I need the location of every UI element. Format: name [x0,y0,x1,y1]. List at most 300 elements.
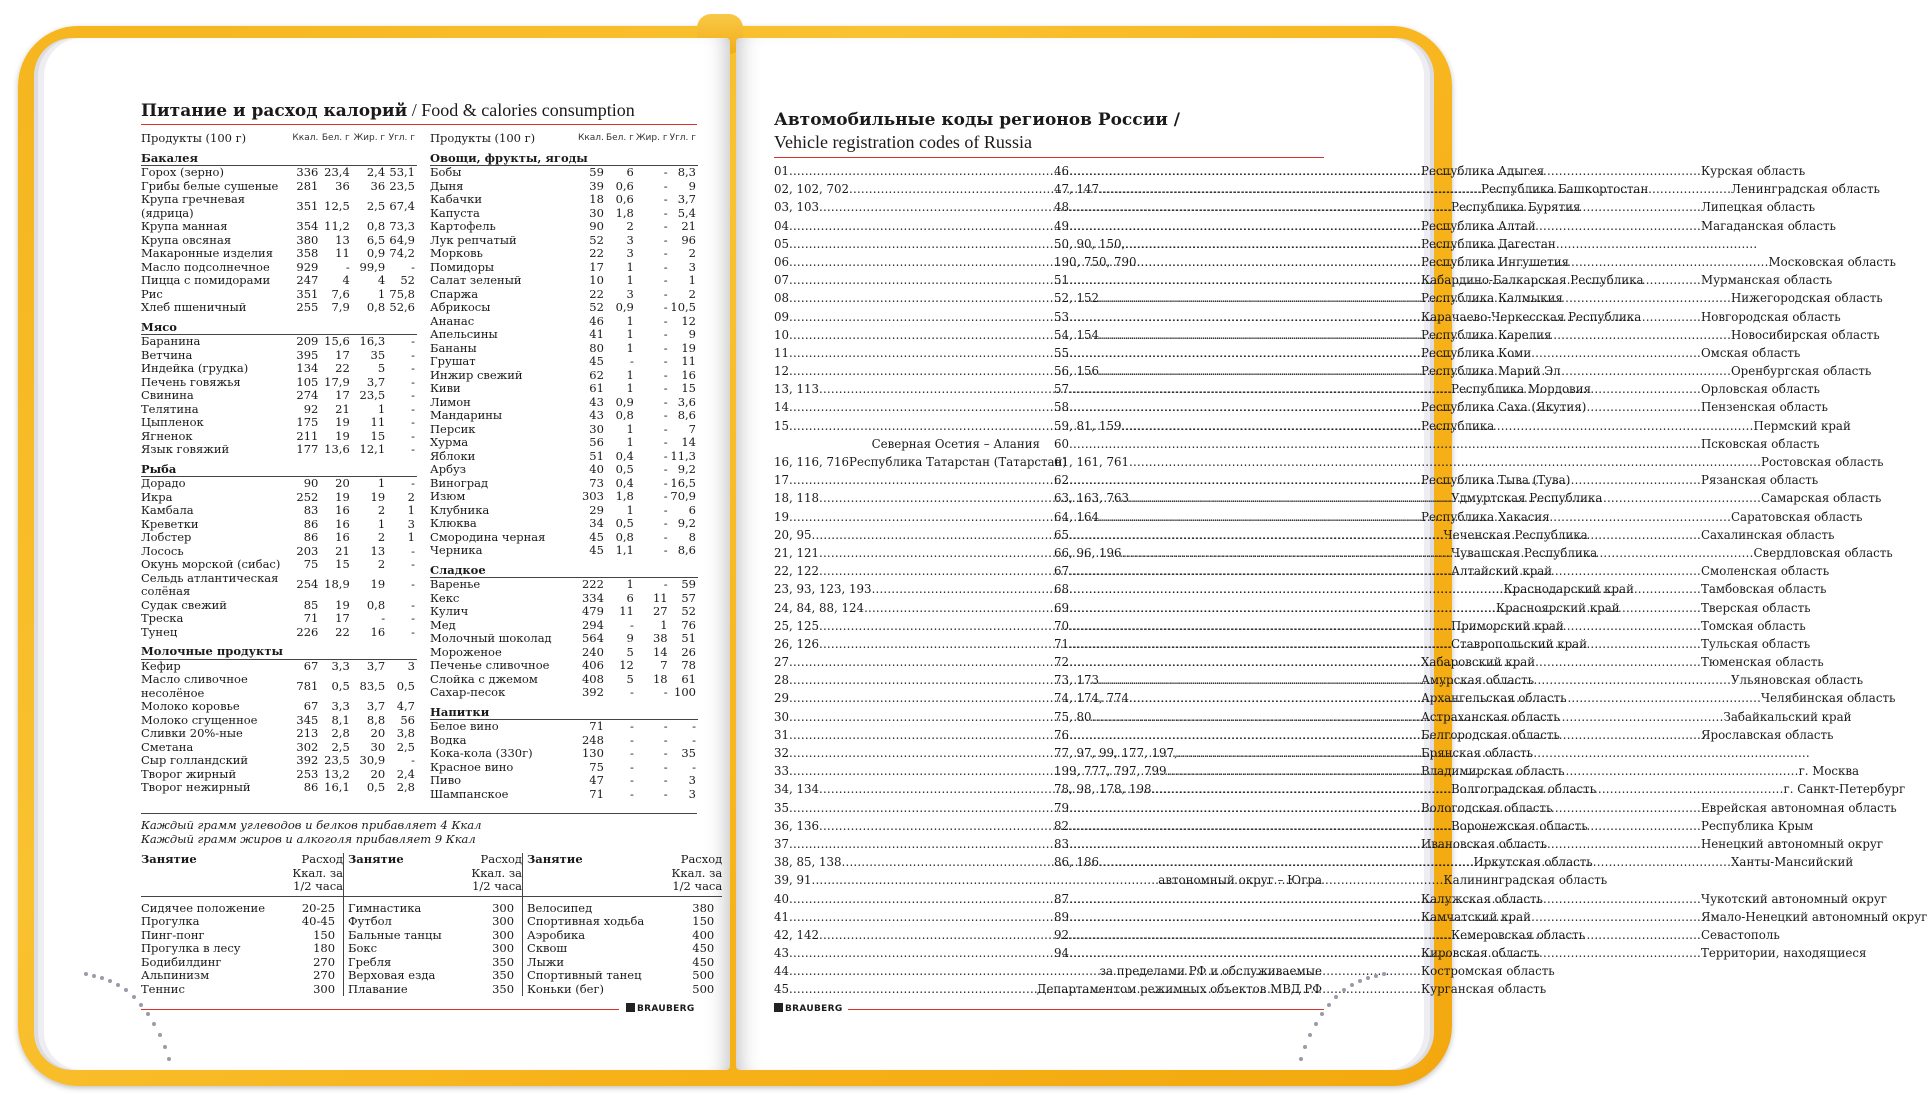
food-value: 36 [370,178,386,193]
region-name: Республика Коми [1421,345,1532,360]
category-title: Рыба [141,457,417,477]
food-value: - [663,462,668,476]
food-category [430,152,698,166]
activity-kcal: 150 [692,914,715,928]
food-value: - [663,354,668,368]
food-value: 3,7 [366,699,386,713]
dot-leader [1069,635,1701,653]
food-value: - [411,597,415,612]
dot-leader [1069,471,1701,489]
food-value: 209 [296,334,319,348]
region-name: Сахалинская область [1701,527,1835,542]
food-value: 16,1 [324,780,350,794]
unit-line: Расход [680,852,723,866]
food-row [141,443,417,457]
food-value: 16 [335,530,350,544]
region-code: 70 [1054,618,1070,633]
food-name: Салат зеленый [430,273,522,287]
food-name: Сыр голландский [141,753,249,767]
food-value: 86 [303,530,319,544]
food-value: 26 [681,644,696,659]
food-name: Творог нежирный [141,780,251,794]
food-value: 17 [335,347,350,362]
region-name: Республика Тыва (Тува) [1421,473,1571,488]
column-header: Угл. г [669,133,696,143]
region-code: 05 [774,236,790,251]
region-name: Забайкальский край [1723,709,1852,724]
region-code: 73, 173 [1054,673,1100,688]
food-row [141,234,417,248]
food-value: 3 [626,286,634,301]
food-value: - [629,685,634,699]
food-value: 6,5 [366,232,386,247]
food-value: 21 [335,543,350,558]
region-name: Республика Ингушетия [1421,254,1569,269]
food-value: 70,9 [670,489,696,503]
region-code: 61, 161, 761 [1054,455,1130,469]
brand-logo: BRAUBERG [626,1003,695,1014]
food-value: 1 [626,435,634,449]
region-name: за пределами РФ и обслуживаемые [1099,964,1322,979]
food-value: 16,5 [670,475,696,490]
food-table [141,132,417,795]
food-value: 2,5 [396,739,415,754]
food-value: 92 [303,401,319,416]
region-code: 33 [774,764,790,779]
food-value: 12 [619,658,634,672]
food-value: 20 [370,766,386,781]
region-code: 01 [774,164,790,178]
food-name: Сельдь атлантическая солёная [141,570,279,598]
food-value: - [663,786,668,801]
food-value: 43 [589,408,604,422]
food-name: Пицца с помидорами [141,273,271,287]
food-value: 1 [377,476,386,490]
food-value: - [663,381,668,395]
unit-line: Ккал. за [292,865,344,880]
dot-leader [1129,689,1761,707]
food-value: - [411,442,415,456]
right-page [736,38,1927,1070]
region-code: 23, 93, 123, 193 [774,582,872,597]
food-name: Дорадо [141,476,186,490]
region-name: Тверская область [1701,600,1811,615]
activity-unit-header [644,853,722,896]
food-value: 9 [688,327,696,341]
region-name: Тульская область [1701,636,1811,651]
food-value: 16 [335,503,350,517]
region-name: Северная Осетия – Алания [871,436,1040,451]
dot-leader [1122,544,1754,562]
region-name: Пермский край [1753,418,1851,433]
note-line: Каждый грамм углеводов и белков прибавляет 4 Ккал [141,818,482,832]
column-header: Продукты (100 г) [141,131,247,145]
food-value: 351 [296,286,319,301]
food-name: Сметана [141,739,194,754]
activity-row [141,942,722,956]
food-value: 2,5 [366,198,386,213]
food-value: 0,5 [615,516,634,530]
food-value: - [411,611,415,625]
food-value: - [663,367,668,382]
food-value: 213 [296,726,319,740]
food-value: - [629,759,634,774]
food-value: 1 [626,577,634,591]
food-row [430,490,698,504]
activity-name: Прогулка в лесу [141,941,241,955]
food-row [430,605,698,619]
region-name: Амурская область [1421,673,1535,688]
region-name: Свердловская область [1753,545,1893,560]
activity-name: Плавание [344,983,449,997]
region-code: 14 [774,400,790,415]
food-value: 23,5 [389,178,415,193]
food-row [430,355,698,369]
food-row [141,673,417,700]
region-name: Московская область [1768,254,1896,269]
food-row [141,220,417,234]
food-value: 302 [296,739,319,754]
activity-name: Аэробика [523,929,645,943]
dot-leader [1178,744,1810,762]
food-value: 252 [296,489,319,504]
region-code: 10 [774,327,790,342]
region-name: Республика Башкортостан [1481,182,1649,197]
food-value: 3,8 [396,726,415,740]
food-value: - [663,408,668,422]
category-title: Молочные продукты [141,639,417,659]
region-code: 44 [774,964,790,979]
activity-table [141,853,722,996]
food-value: 408 [581,671,604,686]
food-value: 12,1 [359,442,386,456]
region-name: Кировская область [1421,946,1540,961]
food-value: 781 [296,678,319,693]
region-code: 35 [774,800,790,815]
food-value: - [663,529,668,544]
food-value: 15 [681,381,696,395]
food-value: 20 [370,726,386,740]
food-value: 564 [581,631,604,645]
food-value: 5 [626,671,634,686]
region-name: Красноярский край [1496,600,1620,615]
food-value: 17 [589,259,604,274]
food-value: - [663,246,668,260]
region-code: 02, 102, 702 [774,182,850,197]
food-value: 0,6 [615,192,634,206]
region-code-row [774,453,1068,471]
activity-name: Спортивный танец [523,969,645,983]
food-row [141,781,417,795]
food-value: 1 [626,313,634,328]
food-value: 75 [589,759,604,774]
food-row [141,754,417,768]
food-name: Телятина [141,401,199,416]
dot-leader [1069,562,1701,580]
food-value: 38 [652,631,668,645]
food-value: - [663,232,668,247]
region-name: Владимирская область [1421,764,1565,779]
food-row [430,220,698,234]
food-value: 74,2 [389,246,415,260]
region-name: Республика Алтай [1421,218,1536,233]
activity-name: Прогулка [141,914,200,928]
unit-line: 1/2 часа [672,879,723,893]
region-code: 79 [1054,800,1070,815]
dot-leader [1069,398,1701,416]
food-value: 85 [303,597,319,612]
region-code: 54, 154 [1054,327,1100,342]
food-value: 21 [681,219,696,233]
food-value: - [411,543,415,558]
region-code: 68 [1054,582,1070,597]
food-value: 45 [589,543,604,557]
food-row [430,720,698,734]
activity-kcal: 40-45 [301,914,336,928]
food-row [141,180,417,194]
food-value: 67 [303,699,319,713]
dot-leader [1167,762,1799,780]
activity-col-header: Занятие [523,853,645,896]
food-value: 15 [370,428,386,443]
food-value: - [629,617,634,632]
food-value: 27 [652,604,668,618]
region-code: 18, 118 [774,491,820,506]
food-value: - [629,746,634,760]
food-row [430,274,698,288]
food-value: 75 [303,557,319,571]
food-value: - [411,401,415,416]
food-value: 67 [303,658,319,673]
food-value: 130 [581,746,604,760]
food-value: 2 [407,489,415,504]
food-value: 45 [589,354,604,368]
activity-unit-header [448,853,523,896]
activity-header-row [141,853,722,896]
region-code: 40 [774,891,790,906]
region-code: 74, 174, 774 [1054,691,1130,706]
food-value: - [663,577,668,591]
region-name: Республика Саха (Якутия) [1421,400,1587,415]
dot-leader [1137,253,1769,271]
food-name: Рис [141,286,163,301]
note-line: Каждый грамм жиров и алкоголя прибавляет 9 Ккал [141,832,476,846]
food-value: - [663,746,668,760]
column-header: Жир. г [353,133,386,143]
calorie-notes [141,818,481,846]
food-name: Кока-кола (330г) [430,746,533,760]
food-value: 3,7 [677,192,696,206]
activity-name: Пинг-понг [141,927,205,942]
region-code: 28 [774,673,790,688]
food-value: 11,3 [670,448,696,463]
food-row [430,463,698,477]
activity-kcal: 270 [313,968,336,982]
food-value: 2,8 [396,780,415,794]
food-value: 253 [296,766,319,781]
activity-row [141,896,722,915]
food-name: Лобстер [141,530,192,544]
dot-leader [1069,926,1701,944]
region-name: Ямало-Ненецкий автономный округ [1701,909,1927,924]
food-value: 3,6 [677,394,696,409]
dot-leader [1069,890,1701,908]
food-value: - [629,773,634,787]
dot-leader [1069,835,1701,853]
food-value: 334 [581,590,604,605]
unit-line: Ккал. за [471,865,523,880]
food-value: 13 [370,543,386,558]
activity-name: Лыжи [523,956,645,970]
region-code: 75, 80 [1054,709,1092,724]
food-name: Молоко сгущенное [141,712,258,727]
food-name: Виноград [430,475,489,490]
food-value: 52 [589,300,604,314]
unit-line: Расход [301,852,344,866]
region-name: Оренбургская область [1731,364,1872,379]
activity-row [141,969,722,983]
food-value: 11 [335,246,350,260]
food-row [430,180,698,194]
food-name: Кекс [430,590,460,605]
food-value: 1 [626,421,634,436]
food-name: Клубника [430,502,490,517]
food-value: 40 [589,462,604,476]
left-page [44,38,730,1070]
food-row [430,396,698,410]
dot-leader [1152,780,1784,798]
activity-name: Сидячее положение [141,900,266,915]
food-value: 479 [581,604,604,618]
activity-name: Бодибилдинг [141,954,222,969]
activity-kcal: 300 [492,914,515,928]
region-name: Курганская область [1421,982,1547,997]
food-value: - [663,685,668,699]
activity-kcal: 450 [692,941,715,955]
food-value: 406 [581,658,604,672]
food-value: 2 [688,246,696,260]
food-value: - [663,340,668,355]
food-value: 7 [660,658,668,672]
food-value: 3 [626,246,634,260]
region-code: 69 [1054,600,1070,615]
food-row [430,234,698,248]
food-value: 19 [681,340,696,355]
activity-kcal: 400 [692,927,715,942]
food-value: - [411,753,415,767]
dot-leader [1069,271,1701,289]
region-code-row [774,435,1040,453]
region-name: Новгородская область [1701,309,1841,324]
food-row [141,362,417,376]
food-row [141,477,417,491]
region-code: 63, 163, 763 [1054,491,1130,506]
food-value: 71 [589,719,604,733]
food-value: 240 [581,644,604,659]
food-value: 255 [296,300,319,314]
food-value: 9 [688,178,696,193]
region-code-row [1054,962,1322,980]
food-value: 380 [296,232,319,247]
food-value: 20 [335,476,350,490]
food-row [430,288,698,302]
food-name: Кулич [430,604,469,618]
unit-line: 1/2 часа [293,879,344,893]
food-row [430,369,698,383]
food-name: Ветчина [141,347,193,362]
food-value: - [663,327,668,341]
food-table-header [141,132,417,152]
food-value: 8,8 [366,712,386,727]
region-code: 47, 147 [1054,182,1100,197]
food-value: - [411,334,415,348]
activity-kcal: 380 [692,900,715,915]
food-value: 83,5 [359,678,386,693]
food-value: 1 [626,259,634,274]
food-row [430,761,698,775]
title-underline [774,157,1324,158]
region-code: 49 [1054,218,1070,233]
food-value: - [663,435,668,449]
food-value: 76 [681,617,696,632]
food-value: 18,9 [324,577,350,592]
food-row [430,619,698,633]
category-title: Мясо [141,315,417,335]
food-value: - [411,476,415,490]
region-code: 09 [774,309,790,324]
region-name: Территории, находящиеся [1701,946,1867,961]
food-value: 18 [589,192,604,206]
food-value: 4 [377,273,386,287]
food-value: 248 [581,732,604,747]
food-table-right [430,132,698,801]
food-page-title [141,100,635,121]
food-row [141,727,417,741]
food-value: 134 [296,361,319,375]
food-row [141,659,417,673]
food-name: Творог жирный [141,766,237,781]
region-code: 22, 122 [774,564,820,579]
region-name: Кемеровская область [1451,927,1586,942]
food-name: Молочный шоколад [430,631,552,645]
region-code-row [1054,871,1322,889]
food-name: Камбала [141,503,194,517]
food-value: 345 [296,712,319,727]
food-name: Индейка (грудка) [141,361,249,375]
region-code: 58 [1054,400,1070,415]
food-value: 226 [296,624,319,639]
food-value: 3 [407,658,415,673]
food-name: Киви [430,381,461,395]
food-value: - [663,219,668,233]
region-code: 19 [774,509,790,524]
region-name: Вологодская область [1421,800,1553,815]
codes-page-title: Автомобильные коды регионов России / [774,110,1180,130]
food-value: 52,6 [389,300,415,314]
food-value: 0,6 [615,178,634,193]
food-value: 22 [335,624,350,639]
region-code: 15 [774,418,790,433]
food-value: 13 [335,232,350,247]
food-value: - [663,448,668,463]
food-name: Цыпленок [141,415,204,429]
region-name: Хабаровский край [1421,655,1536,670]
food-value: 351 [296,198,319,213]
food-row [430,517,698,531]
region-name: Республика Татарстан (Татарстан) [849,455,1068,469]
region-code-row [1036,980,1322,998]
activity-row [141,929,722,943]
